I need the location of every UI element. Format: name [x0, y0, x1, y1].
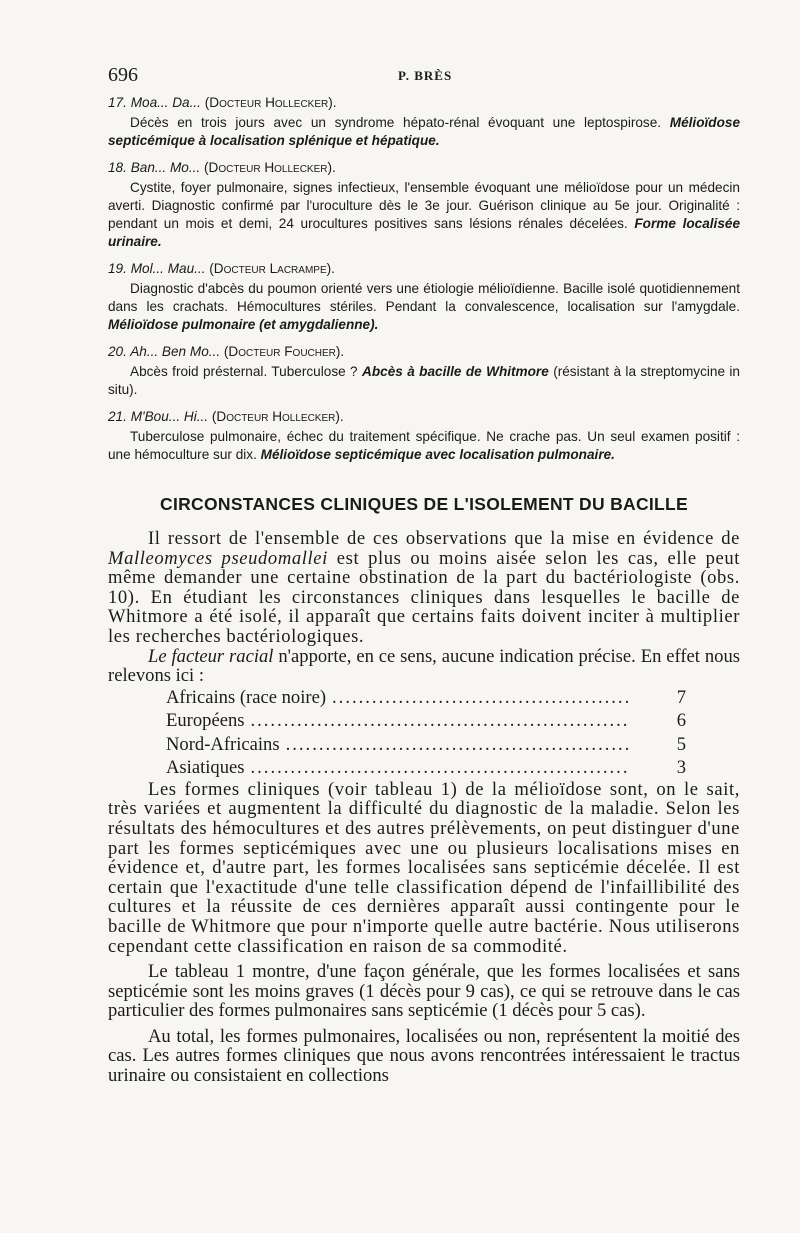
observation-number: 18 — [108, 160, 124, 175]
observation-number: 21 — [108, 409, 124, 424]
observation-number: 17 — [108, 95, 124, 110]
table-label: Nord-Africains — [166, 733, 280, 755]
observation-heading: 21. M'Bou... Hi... (Docteur Hollecker). — [108, 409, 344, 424]
clinical-form-note: (résistant à la streptomycine in situ). — [108, 364, 740, 397]
table-count: 7 — [676, 686, 686, 708]
patient-name: Mol... Mau... — [130, 261, 206, 276]
page-header — [108, 64, 740, 94]
running-title: P. BRÈS — [398, 68, 453, 83]
doctor: (Docteur Hollecker). — [203, 160, 336, 175]
leader-dots — [332, 686, 630, 710]
clinical-form: Abcès à bacille de Whitmore — [362, 364, 549, 379]
leader-dots — [286, 733, 630, 757]
observation-20 — [108, 343, 740, 399]
clinical-form: Forme localisée urinaire. — [108, 216, 741, 249]
leader-dots — [251, 756, 631, 780]
observation-heading: 18. Ban... Mo... (Docteur Hollecker). — [108, 160, 336, 175]
table-count: 3 — [676, 757, 686, 779]
paragraph: Les formes cliniques (voir tableau 1) de la mélioïdose sont, on le sait, très variées et augmentent la difficulté du diagnostic de la maladie. Selon les résultats des hémocultures et des autres prélèvements, on peut distinguer d'une part les formes septicémiques avec une ou plusieurs localisations mises en évidence et, d'autre part, les formes localisées sans septicémie décelée. Il est certain que l'exactitude d'une telle classification dépend de l'infaillibilité des cultures et la réussite de ces dernières apparaît aussi contingente pour le bacille de Whitmore que pour n'importe quelle autre bactérie. Nous utiliserons cependant cette classification en raison de sa commodité. — [108, 778, 740, 957]
clinical-form: Mélioïdose septicémique avec localisation pulmonaire. — [260, 447, 615, 462]
observation-number: 20 — [108, 344, 124, 359]
observation-text: Cystite, foyer pulmonaire, signes infectieux, l'ensemble évoquant une mélioïdose pour un médecin averti. Diagnostic confirmé par l'uroculture dès le 3e jour. Guérison clinique au 5e jour. Originalité : pendant un mois et demi, 24 urocultures positives sans lésions rénales décelées. Forme localisée urinaire. — [108, 180, 741, 249]
observation-text: Abcès froid présternal. Tuberculose ? Abcès à bacille de Whitmore (résistant à la streptomycine in situ). — [108, 364, 740, 397]
observation-19 — [108, 260, 740, 334]
table-count: 6 — [676, 710, 686, 732]
patient-name: Moa... Da... — [130, 95, 201, 110]
doctor: (Docteur Hollecker). — [204, 95, 337, 110]
table-row — [166, 756, 686, 780]
observation-18 — [108, 159, 740, 251]
paragraph: Le tableau 1 montre, d'une façon générale, que les formes localisées et sans septicémie sont les moins graves (1 décès pour 9 cas), ce qui se retrouve dans le cas particulier des formes pulmonaires sans septicémie (1 décès pour 5 cas). — [108, 961, 740, 1022]
observation-heading: 17. Moa... Da... (Docteur Hollecker). — [108, 95, 337, 110]
page — [108, 64, 740, 1086]
doctor: (Docteur Foucher). — [223, 344, 345, 359]
observation-heading: 20. Ah... Ben Mo... (Docteur Foucher). — [108, 344, 345, 359]
table-label: Africains (race noire) — [166, 686, 327, 708]
table-row — [166, 686, 686, 710]
table-row — [166, 709, 686, 733]
observation-heading: 19. Mol... Mau... (Docteur Lacrampe). — [108, 261, 335, 276]
observation-17 — [108, 94, 740, 150]
paragraph: Il ressort de l'ensemble de ces observations que la mise en évidence de Malleomyces pseudomallei est plus ou moins aisée selon les cas, elle peut même demander une certaine obstination de la part du bactériologiste (obs. 10). En étudiant les circonstances cliniques dans lesquelles le bacille de Whitmore a été isolé, il apparaît que certains faits doivent inciter à multiplier les recherches bactériologiques. — [108, 528, 740, 647]
observation-text: Tuberculose pulmonaire, échec du traitement spécifique. Ne crache pas. Un seul examen positif : une hémoculture sur dix. Mélioïdose septicémique avec localisation pulmonaire. — [108, 429, 740, 462]
observation-number: 19 — [108, 261, 124, 276]
table-label: Asiatiques — [166, 757, 245, 779]
patient-name: Ah... Ben Mo... — [130, 344, 221, 359]
observation-text: Diagnostic d'abcès du poumon orienté vers une étiologie mélioïdienne. Bacille isolé quotidiennement dans les crachats. Hémocultures stériles. Pendant la convalescence, localisation sur l'amygdale. Mélioïdose pulmonaire (et amygdalienne). — [108, 281, 740, 332]
observation-21 — [108, 408, 740, 464]
table-count: 5 — [676, 733, 686, 755]
clinical-form: Mélioïdose septicémique à localisation splénique et hépatique. — [108, 115, 741, 148]
observation-text: Décès en trois jours avec un syndrome hépato-rénal évoquant une leptospirose. Mélioïdose septicémique à localisation splénique et hépatique. — [108, 115, 741, 148]
clinical-form: Mélioïdose pulmonaire (et amygdalienne). — [108, 317, 379, 332]
table-label: Européens — [166, 710, 245, 732]
page-number: 696 — [108, 64, 138, 86]
leader-dots — [250, 709, 630, 733]
body-text — [108, 529, 740, 1086]
paragraph: Au total, les formes pulmonaires, localisées ou non, représentent la moitié des cas. Les autres formes cliniques que nous avons rencontrées intéressaient le tractus urinaire ou consistaient en collections — [108, 1025, 740, 1087]
section-title: CIRCONSTANCES CLINIQUES DE L'ISOLEMENT DU BACILLE — [160, 494, 688, 514]
doctor: (Docteur Hollecker). — [211, 409, 344, 424]
patient-name: M'Bou... Hi... — [130, 409, 209, 424]
table-row — [166, 733, 686, 757]
species-name: Malleomyces pseudomallei — [108, 547, 328, 569]
paragraph: Le facteur racial n'apporte, en ce sens, aucune indication précise. En effet nous relevons ici : — [108, 645, 740, 687]
doctor: (Docteur Lacrampe). — [209, 261, 335, 276]
race-table — [166, 686, 686, 780]
patient-name: Ban... Mo... — [130, 160, 201, 175]
emphasis: Le facteur racial — [148, 645, 274, 667]
